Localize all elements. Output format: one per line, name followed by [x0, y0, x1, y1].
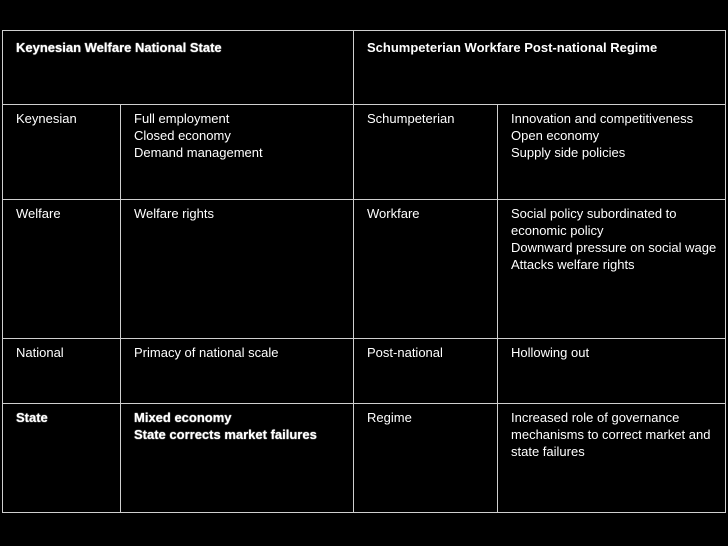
desc-line: Demand management: [134, 145, 263, 160]
term-workfare: Workfare: [354, 200, 498, 339]
desc-line: Full employment: [134, 111, 230, 126]
desc-line: State corrects market failures: [134, 427, 317, 442]
term-welfare: Welfare: [3, 200, 121, 339]
header-keynesian-welfare-national-state: Keynesian Welfare National State: [3, 31, 354, 105]
term-national: National: [3, 339, 121, 404]
desc-line: Downward pressure on social wage: [511, 240, 717, 255]
desc-regime: [498, 404, 726, 513]
desc-workfare: [498, 200, 726, 339]
desc-line: Increased role of governance mechanisms to correct market and state failures: [511, 410, 711, 459]
term-keynesian: Keynesian: [3, 105, 121, 200]
desc-national: [121, 339, 354, 404]
desc-schumpeterian: [498, 105, 726, 200]
desc-line: Mixed economy: [134, 410, 232, 425]
term-schumpeterian: Schumpeterian: [354, 105, 498, 200]
desc-line: Social policy subordinated to economic policy: [511, 206, 677, 238]
term-post-national: Post-national: [354, 339, 498, 404]
desc-line: Welfare rights: [134, 206, 214, 221]
desc-line: Innovation and competitiveness: [511, 111, 694, 126]
desc-post-national: [498, 339, 726, 404]
desc-welfare: [121, 200, 354, 339]
table-row: [3, 200, 726, 339]
table-row: [3, 404, 726, 513]
table-row: [3, 105, 726, 200]
term-state: State: [3, 404, 121, 513]
header-schumpeterian-workfare-post-national-regime: Schumpeterian Workfare Post-national Regime: [354, 31, 726, 105]
term-regime: Regime: [354, 404, 498, 513]
desc-line: Open economy: [511, 128, 600, 143]
desc-state: [121, 404, 354, 513]
desc-line: Primacy of national scale: [134, 345, 279, 360]
desc-line: Closed economy: [134, 128, 231, 143]
desc-line: Supply side policies: [511, 145, 626, 160]
desc-line: Hollowing out: [511, 345, 590, 360]
comparison-table: [2, 30, 726, 513]
table-row: [3, 339, 726, 404]
desc-line: Attacks welfare rights: [511, 257, 635, 272]
table-header-row: [3, 31, 726, 105]
desc-keynesian: [121, 105, 354, 200]
